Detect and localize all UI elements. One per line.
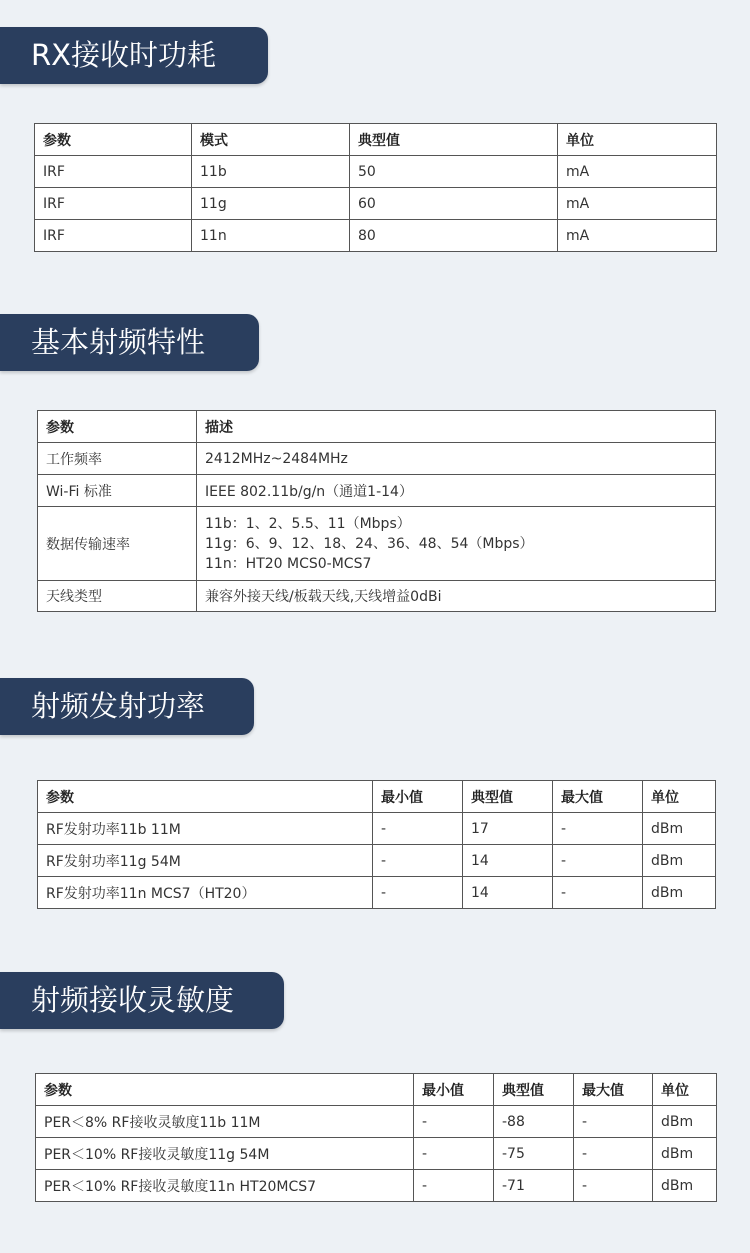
table-cell: Wi-Fi 标准 <box>38 475 197 507</box>
rate-line: 11n：HT20 MCS0-MCS7 <box>205 555 372 572</box>
table-cell: 工作频率 <box>38 443 197 475</box>
table-row <box>36 1106 717 1138</box>
header-cell: 最大值 <box>574 1074 653 1106</box>
table-row <box>38 475 716 507</box>
header-cell: 单位 <box>653 1074 717 1106</box>
table-cell: dBm <box>653 1138 717 1170</box>
table-cell: - <box>373 845 463 877</box>
table-cell: - <box>414 1138 494 1170</box>
table-cell: mA <box>558 156 717 188</box>
table-cell: dBm <box>653 1106 717 1138</box>
table-cell: 兼容外接天线/板载天线,天线增益0dBi <box>197 581 716 612</box>
table-header-row <box>35 124 717 156</box>
section-title-rx-sensitivity: 射频接收灵敏度 <box>0 972 284 1029</box>
table-row <box>36 1138 717 1170</box>
table-cell: dBm <box>653 1170 717 1202</box>
table-cell: mA <box>558 220 717 252</box>
table-cell: RF发射功率11b 11M <box>38 813 373 845</box>
table-cell: 数据传输速率 <box>38 507 197 581</box>
table-cell: - <box>414 1170 494 1202</box>
table-cell: RF发射功率11g 54M <box>38 845 373 877</box>
header-cell: 典型值 <box>350 124 558 156</box>
table-header-row <box>38 781 716 813</box>
table-cell: RF发射功率11n MCS7（HT20） <box>38 877 373 909</box>
table-cell: PER＜10% RF接收灵敏度11g 54M <box>36 1138 414 1170</box>
rf-characteristics-table <box>37 410 716 612</box>
table-cell: dBm <box>643 877 716 909</box>
section-title-rx-power: RX接收时功耗 <box>0 27 268 84</box>
table-cell: 天线类型 <box>38 581 197 612</box>
table-cell: - <box>373 813 463 845</box>
table-cell: -88 <box>494 1106 574 1138</box>
table-cell: - <box>373 877 463 909</box>
section-title-rf-characteristics: 基本射频特性 <box>0 314 259 371</box>
tx-power-table <box>37 780 716 909</box>
table-cell: 50 <box>350 156 558 188</box>
table-header-row <box>36 1074 717 1106</box>
header-cell: 单位 <box>558 124 717 156</box>
table-row <box>38 507 716 581</box>
table-cell: - <box>574 1138 653 1170</box>
table-row <box>38 845 716 877</box>
table-cell: 11g <box>192 188 350 220</box>
header-cell: 单位 <box>643 781 716 813</box>
header-cell: 参数 <box>35 124 192 156</box>
header-cell: 典型值 <box>463 781 553 813</box>
header-cell: 最大值 <box>553 781 643 813</box>
table-cell: - <box>553 845 643 877</box>
table-cell <box>197 507 716 581</box>
table-cell: - <box>574 1170 653 1202</box>
table-cell: 60 <box>350 188 558 220</box>
header-cell: 参数 <box>38 781 373 813</box>
rx-power-table <box>34 123 717 252</box>
header-cell: 典型值 <box>494 1074 574 1106</box>
table-cell: PER＜8% RF接收灵敏度11b 11M <box>36 1106 414 1138</box>
table-cell: - <box>553 877 643 909</box>
table-cell: -71 <box>494 1170 574 1202</box>
table-row <box>38 443 716 475</box>
table-cell: - <box>553 813 643 845</box>
rate-line: 11b：1、2、5.5、11（Mbps） <box>205 515 411 532</box>
section-title-tx-power: 射频发射功率 <box>0 678 254 735</box>
table-cell: IRF <box>35 220 192 252</box>
table-cell: mA <box>558 188 717 220</box>
table-cell: -75 <box>494 1138 574 1170</box>
table-row <box>38 581 716 612</box>
table-cell: - <box>414 1106 494 1138</box>
table-row <box>38 813 716 845</box>
header-cell: 参数 <box>36 1074 414 1106</box>
table-cell: dBm <box>643 845 716 877</box>
header-cell: 最小值 <box>414 1074 494 1106</box>
table-header-row <box>38 411 716 443</box>
header-cell: 描述 <box>197 411 716 443</box>
table-cell: IRF <box>35 156 192 188</box>
header-cell: 模式 <box>192 124 350 156</box>
table-cell: 17 <box>463 813 553 845</box>
rate-line: 11g：6、9、12、18、24、36、48、54（Mbps） <box>205 535 534 552</box>
header-cell: 最小值 <box>373 781 463 813</box>
table-cell: PER＜10% RF接收灵敏度11n HT20MCS7 <box>36 1170 414 1202</box>
table-cell: 11n <box>192 220 350 252</box>
table-cell: dBm <box>643 813 716 845</box>
table-cell: IRF <box>35 188 192 220</box>
header-cell: 参数 <box>38 411 197 443</box>
table-row <box>35 156 717 188</box>
table-row <box>35 220 717 252</box>
rx-sensitivity-table <box>35 1073 717 1202</box>
table-cell: IEEE 802.11b/g/n（通道1-14） <box>197 475 716 507</box>
table-cell: 2412MHz~2484MHz <box>197 443 716 475</box>
table-cell: - <box>574 1106 653 1138</box>
table-row <box>36 1170 717 1202</box>
table-row <box>38 877 716 909</box>
table-cell: 14 <box>463 845 553 877</box>
table-cell: 80 <box>350 220 558 252</box>
table-row <box>35 188 717 220</box>
table-cell: 14 <box>463 877 553 909</box>
table-cell: 11b <box>192 156 350 188</box>
